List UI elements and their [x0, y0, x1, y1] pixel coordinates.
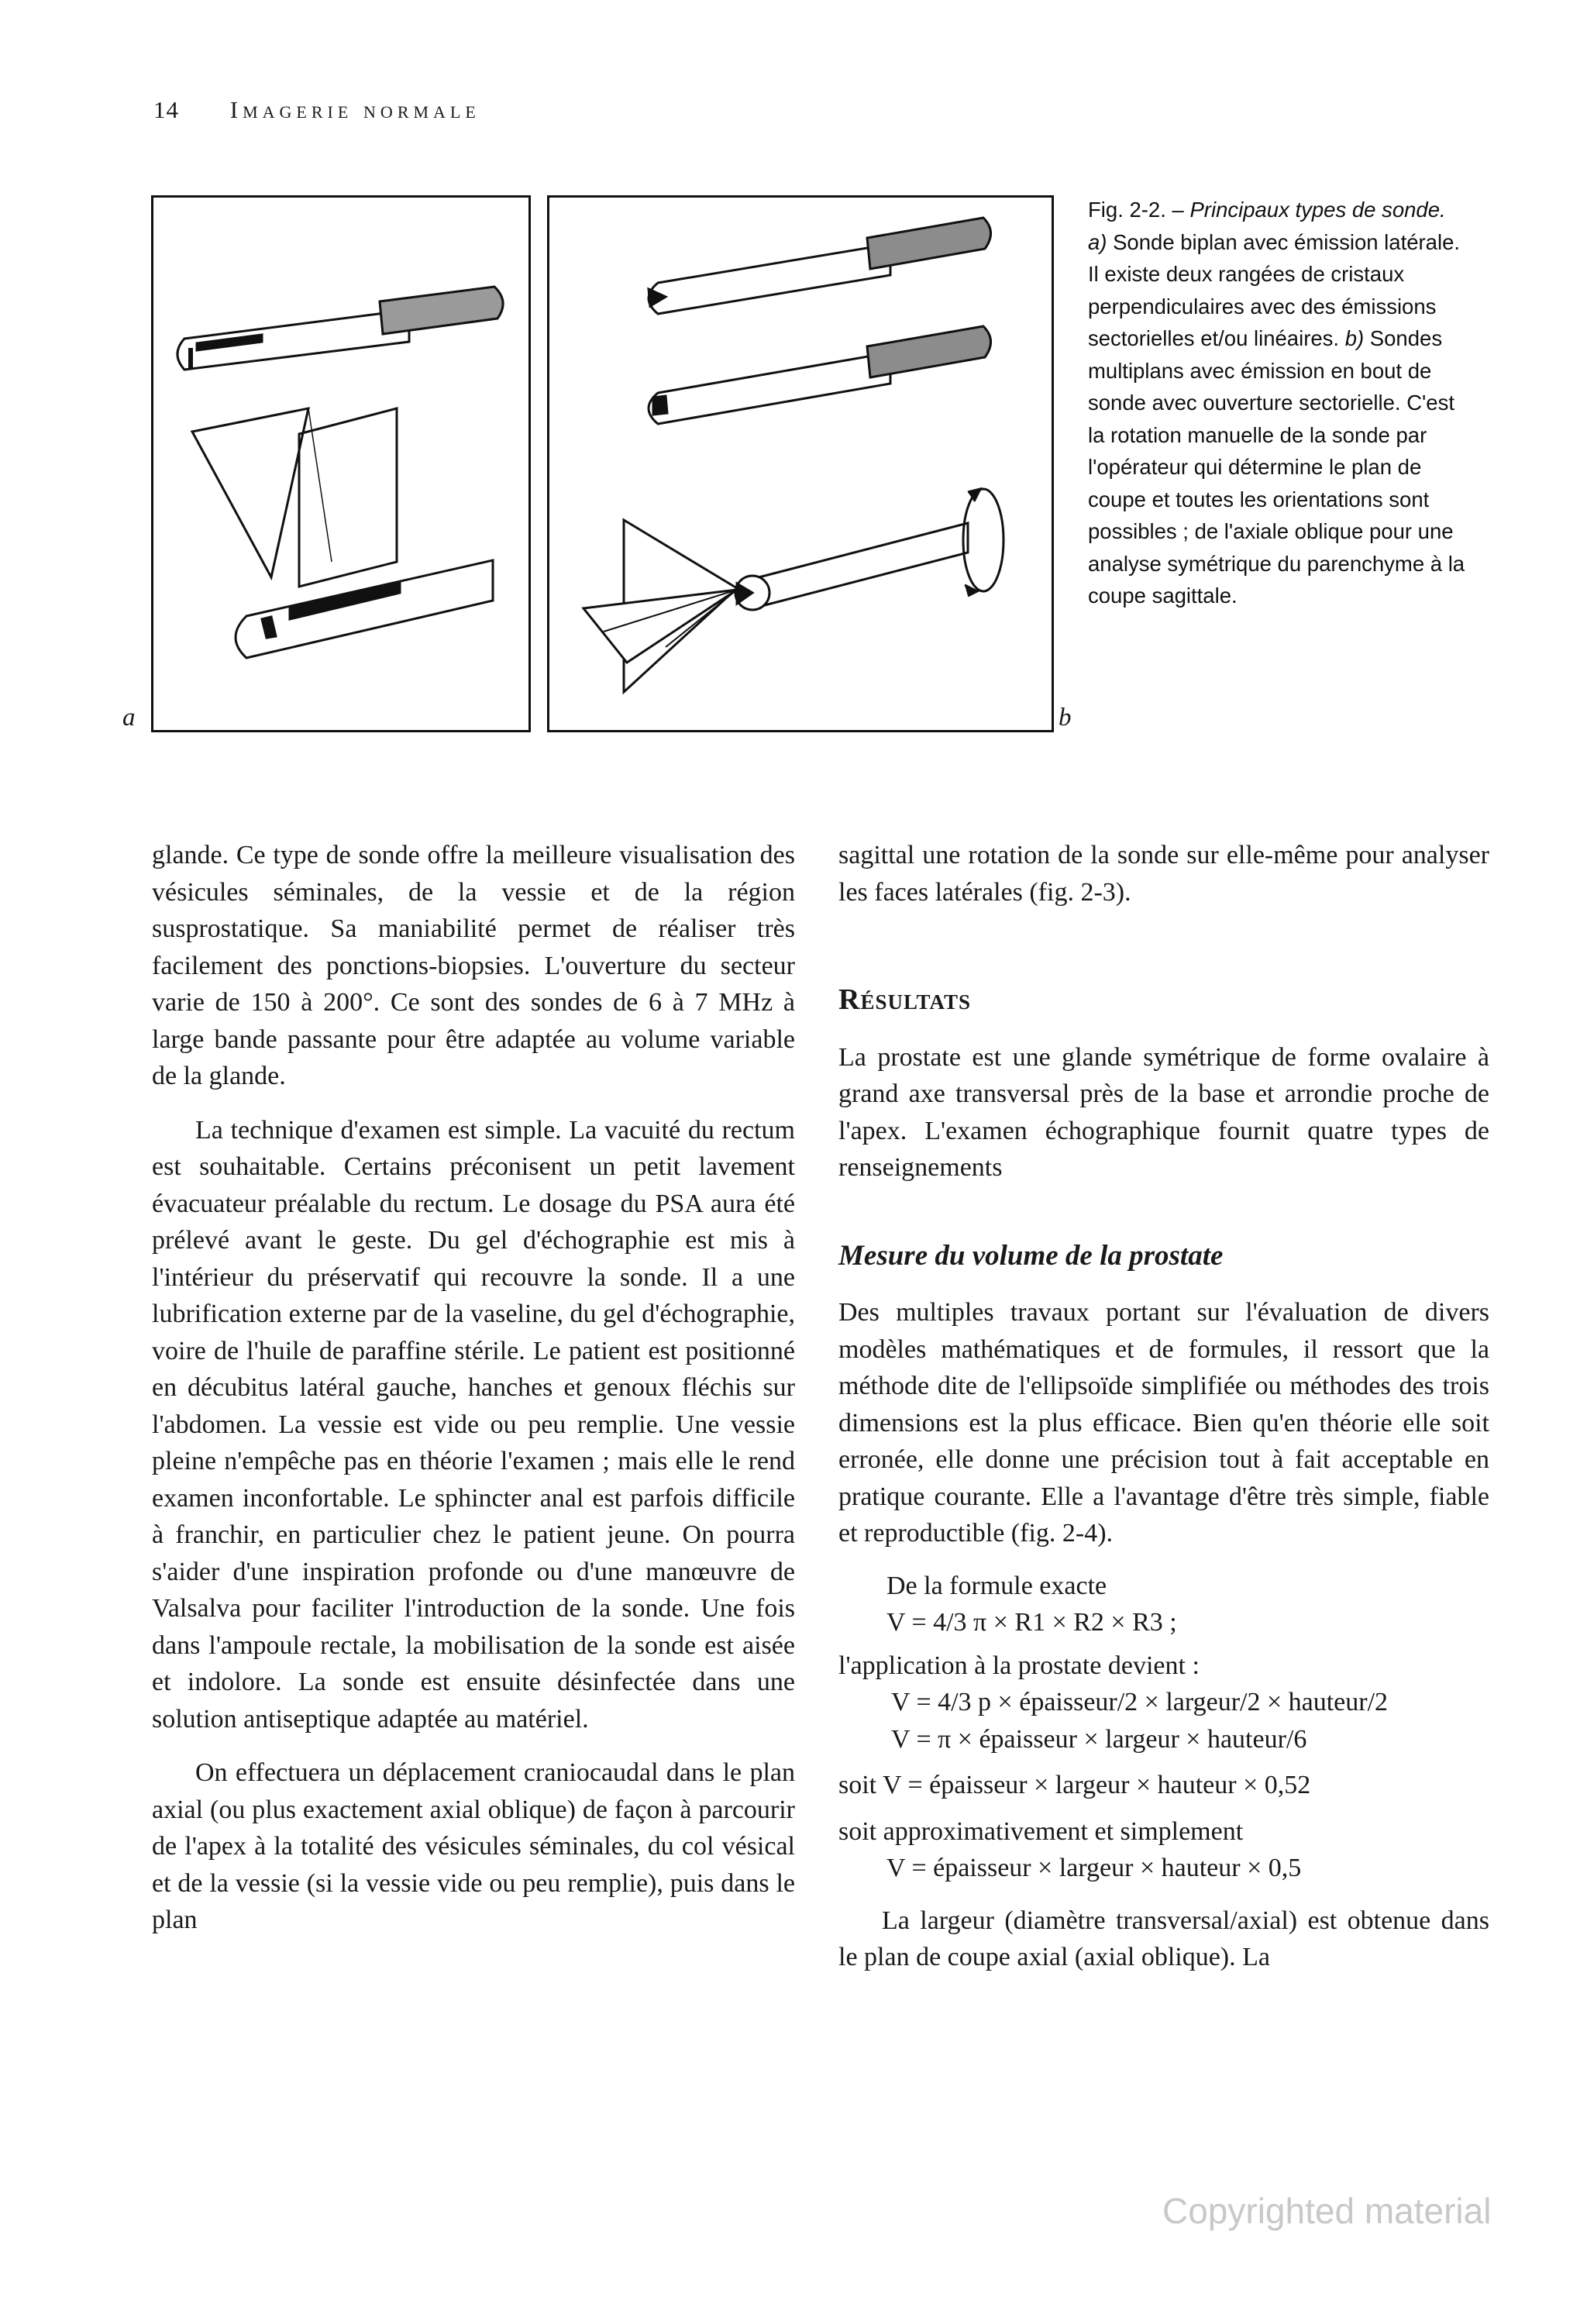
figure-caption [1088, 194, 1475, 612]
caption-a-text: Sonde biplan avec émission latérale. Il existe deux rangées de cristaux perpendiculaires avec des émissions sectorielles et/ou linéaires. [1088, 229, 1461, 350]
copyright-watermark: Copyrighted material [1162, 2191, 1492, 2231]
right-paragraph-4: La largeur (diamètre transversal/axial) est obtenue dans le plan de coupe axial (axial oblique). La [838, 1906, 1489, 1971]
right-paragraph-2: La prostate est une glande symétrique de forme ovalaire à grand axe transversal près de la base et arrondie proche de l'apex. L'examen échographique fournit quatre types de renseignements [838, 1042, 1489, 1182]
caption-title: Principaux types de sonde. [1189, 198, 1446, 222]
formula-line-8: V = épaisseur × largeur × hauteur × 0,5 [886, 1854, 1302, 1882]
formula-line-2: V = 4/3 π × R1 × R2 × R3 ; [886, 1608, 1177, 1637]
formula-line-7: soit approximativement et simplement [838, 1816, 1244, 1846]
panel-a-label: a [122, 704, 136, 732]
right-paragraph-3: Des multiples travaux portant sur l'évaluation de divers modèles mathématiques et de formules, il ressort que la méthode dite de l'ellipsoïde simplifiée ou méthodes des trois dimensions est la plus efficace. Bien qu'en théorie elle soit erronée, elle donne une précision tout à fait acceptable en pratique courante. Elle a l'avantage d'être très simple, fiable et reproductible (fig. 2-4). [838, 1298, 1489, 1548]
left-column [152, 837, 795, 1939]
figure-panel-a [151, 195, 531, 732]
formula-line-1: De la formule exacte [886, 1571, 1107, 1600]
figure-panel-b [547, 195, 1054, 732]
multiplan-probes-drawing [549, 198, 1052, 730]
caption-b-marker: b) [1344, 326, 1365, 350]
panel-b-label: b [1059, 704, 1072, 732]
formula-line-3: l'application à la prostate devient : [838, 1651, 1200, 1680]
caption-number: Fig. 2-2. – [1088, 198, 1184, 222]
right-paragraph-1: sagittal une rotation de la sonde sur elle-même pour analyser les faces latérales (fig. 2-3). [838, 841, 1489, 907]
left-paragraph-1: glande. Ce type de sonde offre la meilleure visualisation des vésicules séminales, de la vessie et de la région susprostatique. Sa maniabilité permet de réaliser très facilement des ponctions-biopsies. L'ouverture du secteur varie de 150 à 200°. Ce sont des sondes de 6 à 7 MHz à large bande passante pour être adaptée au volume variable de la glande. [152, 841, 795, 1090]
subsection-heading-volume: Mesure du volume de la prostate [838, 1239, 1224, 1272]
page-number: 14 [153, 96, 179, 123]
running-title: Imagerie normale [229, 96, 480, 123]
formula-line-6: soit V = épaisseur × largeur × hauteur × 0,52 [838, 1771, 1311, 1799]
left-paragraph-3: On effectuera un déplacement craniocaudal dans le plan axial (ou plus exactement axial oblique) de façon à parcourir de l'apex à la totalité des vésicules séminales, du col vésical et de la vessie (si la vessie vide ou peu remplie), puis dans le plan [152, 1758, 795, 1934]
right-column [838, 837, 1489, 1976]
section-heading-resultats: Résultats [838, 983, 972, 1016]
caption-b-text: Sondes multiplans avec émission en bout de sonde avec ouverture sectorielle. C'est la rotation manuelle de la sonde par l'opérateur qui détermine le plan de coupe et toutes les orientations sont possibles ; de l'axiale oblique pour une analyse symétrique du parenchyme à la coupe sagittale. [1088, 326, 1465, 608]
left-paragraph-2: La technique d'examen est simple. La vacuité du rectum est souhaitable. Certains préconisent un petit lavement évacuateur préalable du rectum. Le dosage du PSA aura été prélevé avant le geste. Du gel d'échographie est mis à l'intérieur du préservatif qui recouvre la sonde. Il a une lubrification externe par de la vaseline, du gel d'échographie, voire de l'huile de paraffine stérile. Le patient est positionné en décubitus latéral gauche, hanches et genoux fléchis sur l'abdomen. La vessie est vide ou peu remplie. Une vessie pleine n'empêche pas en théorie l'examen ; mais elle le rend examen inconfortable. Le sphincter anal est parfois difficile à franchir, en particulier chez le patient jeune. On pourra s'aider d'une inspiration profonde ou d'une manœuvre de Valsalva pour faciliter l'introduction de la sonde. Une fois dans l'ampoule rectale, la mobilisation de la sonde est aisée et indolore. La sonde est ensuite désinfectée dans une solution antiseptique adaptée au matériel. [152, 1115, 795, 1734]
running-header [153, 96, 480, 124]
formula-line-4: V = 4/3 p × épaisseur/2 × largeur/2 × hauteur/2 [891, 1688, 1389, 1716]
caption-a-marker: a) [1088, 229, 1107, 254]
volume-formulas [838, 1568, 1489, 1887]
formula-line-5: V = π × épaisseur × largeur × hauteur/6 [891, 1724, 1307, 1754]
biplan-probe-drawing [153, 198, 528, 730]
